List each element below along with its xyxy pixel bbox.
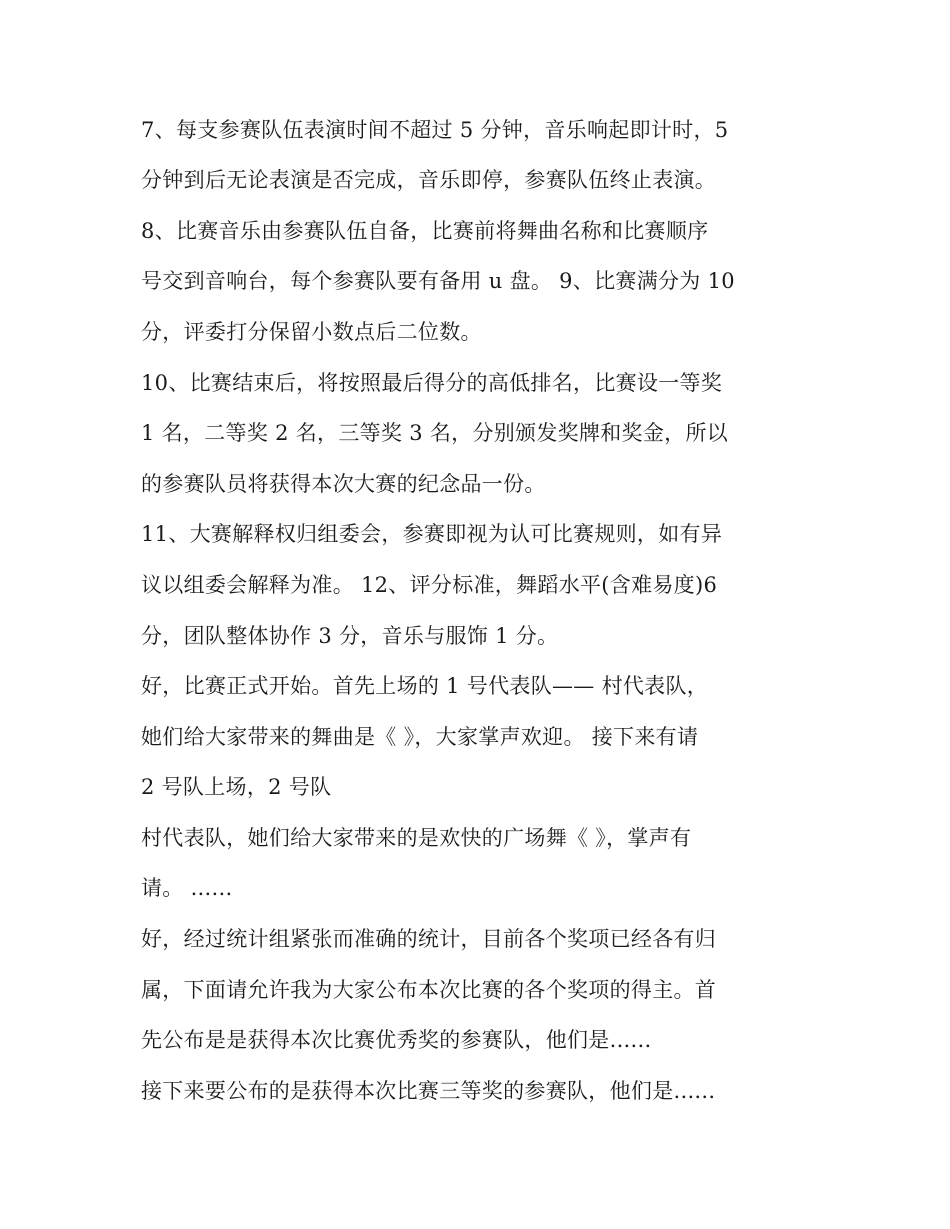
- text-line-rule-12-cont: 分，团队整体协作 3 分，音乐与服饰 1 分。: [141, 624, 559, 648]
- text-line-rule-8-9: 号交到音响台，每个参赛队要有备用 u 盘。 9、比赛满分为 10: [141, 269, 735, 293]
- text-line-rule-9-cont: 分，评委打分保留小数点后二位数。: [141, 320, 482, 344]
- text-line-rule-10: 10、比赛结束后，将按照最后得分的高低排名，比赛设一等奖: [141, 371, 723, 395]
- text-line-team-2-cont: 请。 ......: [141, 876, 233, 900]
- text-line-start-1: 好，比赛正式开始。首先上场的 1 号代表队—— 村代表队，: [141, 674, 709, 698]
- text-line-rule-7-cont: 分钟到后无论表演是否完成，音乐即停，参赛队伍终止表演。: [141, 168, 717, 192]
- text-line-team-2: 村代表队，她们给大家带来的是欢快的广场舞《 》，掌声有: [141, 826, 692, 850]
- text-line-results-3: 先公布是是获得本次比赛优秀奖的参赛队，他们是......: [141, 1028, 652, 1052]
- text-line-rule-10-cont: 1 名，二等奖 2 名，三等奖 3 名，分别颁发奖牌和奖金，所以: [141, 421, 729, 445]
- text-line-results-2: 属，下面请允许我为大家公布本次比赛的各个奖项的得主。首: [141, 978, 717, 1002]
- text-line-start-2: 她们给大家带来的舞曲是《 》，大家掌声欢迎。 接下来有请: [141, 725, 699, 749]
- text-line-rule-8: 8、比赛音乐由参赛队伍自备，比赛前将舞曲名称和比赛顺序: [141, 219, 709, 243]
- text-line-start-3: 2 号队上场，2 号队: [141, 775, 332, 799]
- text-line-rule-7: 7、每支参赛队伍表演时间不超过 5 分钟，音乐响起即计时，5: [141, 118, 729, 142]
- text-line-rule-10-end: 的参赛队员将获得本次大赛的纪念品一份。: [141, 472, 546, 496]
- text-line-third-prize: 接下来要公布的是获得本次比赛三等奖的参赛队，他们是......: [141, 1079, 716, 1103]
- text-line-results-1: 好，经过统计组紧张而准确的统计，目前各个奖项已经各有归: [141, 927, 717, 951]
- text-line-rule-11: 11、大赛解释权归组委会，参赛即视为认可比赛规则，如有异: [141, 522, 723, 546]
- text-line-rule-11-12: 议以组委会解释为准。 12、评分标准，舞蹈水平(含难易度)6: [141, 573, 718, 597]
